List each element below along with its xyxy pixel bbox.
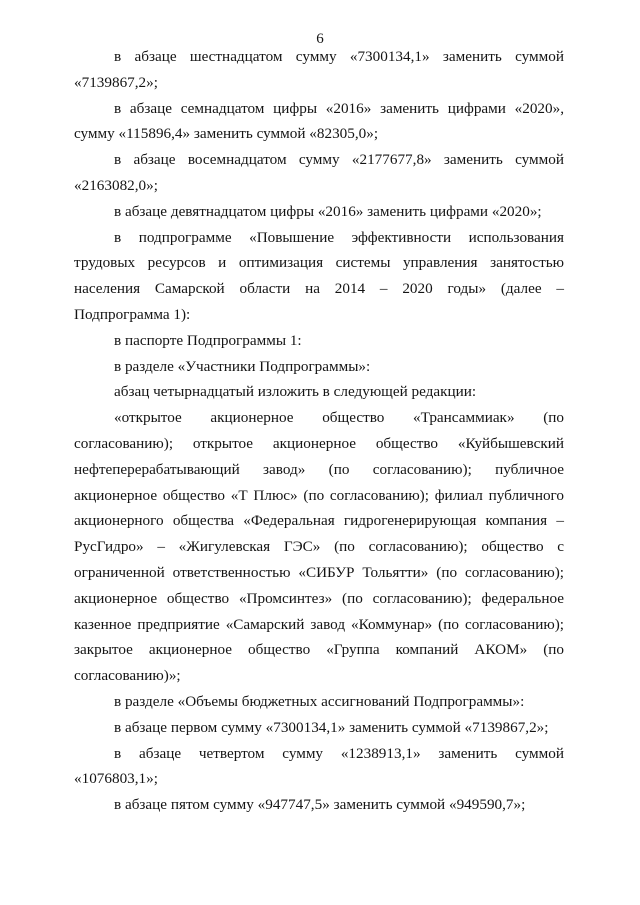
paragraph-abzac-17: в абзаце семнадцатом цифры «2016» заменить цифрами «2020», сумму «115896,4» заменить суммой «82305,0»; [74, 99, 564, 143]
paragraph-participants-list: «открытое акционерное общество «Трансаммиак» (по согласованию); открытое акционерное общество «Куйбышевский нефтеперерабатывающий завод» (по согласованию); публичное акционерное общество «Т Плюс» (по согласованию); филиал публичного акционерного общества «Федеральная гидрогенерирующая компания – РусГидро» – «Жигулевская ГЭС» (по согласованию); общество с ограниченной ответственностью «СИБУР Тольятти» (по согласованию); акционерное общество «Промсинтез» (по согласованию); федеральное казенное предприятие «Самарский завод «Коммунар» (по согласованию); закрытое акционерное общество «Группа компаний АКОМ» (по согласованию)»; [74, 409, 564, 685]
paragraph-abzac-4-budget: в абзаце четвертом сумму «1238913,1» заменить суммой «1076803,1»; [74, 744, 564, 788]
paragraph-section-budget: в разделе «Объемы бюджетных ассигнований Подпрограммы»: [114, 692, 525, 710]
paragraph-abzac-1-budget: в абзаце первом сумму «7300134,1» заменить суммой «7139867,2»; [114, 718, 549, 736]
paragraph-subprogram-1: в подпрограмме «Повышение эффективности использования трудовых ресурсов и оптимизация системы управления занятостью населения Самарской области на 2014 – 2020 годы» (далее – Подпрограмма 1): [74, 228, 564, 323]
paragraph-abzac-16: в абзаце шестнадцатом сумму «7300134,1» заменить суммой «7139867,2»; [74, 48, 564, 91]
document-body [74, 44, 564, 818]
paragraph-section-participants: в разделе «Участники Подпрограммы»: [114, 357, 371, 375]
paragraph-abzac-5-budget: в абзаце пятом сумму «947747,5» заменить суммой «949590,7»; [114, 796, 526, 814]
paragraph-passport: в паспорте Подпрограммы 1: [114, 331, 302, 349]
paragraph-abzac-18: в абзаце восемнадцатом сумму «2177677,8» заменить суммой «2163082,0»; [74, 151, 564, 194]
paragraph-abzac-14-instruction: абзац четырнадцатый изложить в следующей редакции: [114, 383, 477, 401]
paragraph-abzac-19: в абзаце девятнадцатом цифры «2016» заменить цифрами «2020»; [114, 202, 542, 220]
page-number: 6 [316, 31, 324, 47]
